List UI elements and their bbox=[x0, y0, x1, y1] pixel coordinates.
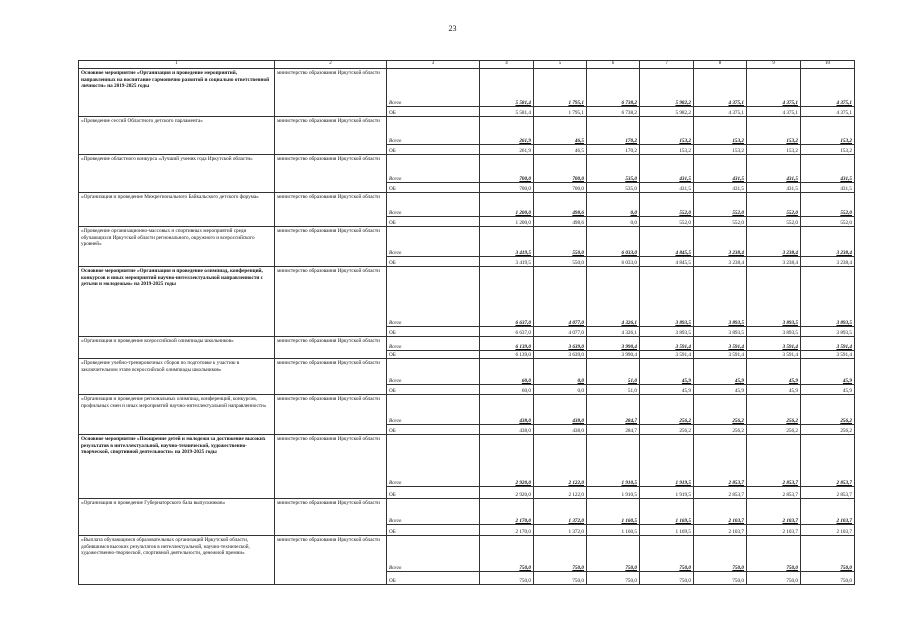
amount-cell: 3 639,0 bbox=[534, 337, 587, 351]
amount-cell: 256,2 bbox=[801, 395, 855, 425]
column-header-2: 2 bbox=[275, 61, 387, 69]
amount-cell: 552,0 bbox=[747, 217, 801, 227]
event-name: «Организация и проведение Губернаторского бала выпускников» bbox=[79, 499, 275, 536]
funding-source: Всего bbox=[387, 536, 480, 572]
funding-source: ОБ bbox=[387, 525, 480, 536]
amount-cell: 1 372,0 bbox=[534, 525, 587, 536]
amount-cell: 3 591,4 bbox=[640, 337, 694, 351]
amount-cell: 3 990,4 bbox=[587, 351, 640, 359]
amount-cell: 498,6 bbox=[534, 217, 587, 227]
amount-cell: 552,0 bbox=[640, 217, 694, 227]
funding-source: Всего bbox=[387, 395, 480, 425]
column-header-7: 7 bbox=[640, 61, 694, 69]
amount-cell: 2 853,7 bbox=[801, 487, 855, 499]
amount-cell: 1 160,5 bbox=[587, 525, 640, 536]
amount-cell: 3 419,5 bbox=[480, 227, 534, 257]
event-name: «Проведение сессий Областного детского парламента» bbox=[79, 117, 275, 155]
funding-source: Всего bbox=[387, 499, 480, 525]
amount-cell: 153,2 bbox=[694, 145, 747, 155]
amount-cell: 431,5 bbox=[640, 155, 694, 183]
amount-cell: 46,5 bbox=[534, 145, 587, 155]
funding-source: Всего bbox=[387, 227, 480, 257]
executor: министерство образования Иркутской области bbox=[275, 193, 387, 227]
funding-source: Всего bbox=[387, 155, 480, 183]
amount-cell: 284,7 bbox=[587, 395, 640, 425]
amount-cell: 700,0 bbox=[480, 183, 534, 193]
funding-source: Всего bbox=[387, 69, 480, 107]
amount-cell: 750,0 bbox=[801, 536, 855, 572]
funding-source: ОБ bbox=[387, 425, 480, 435]
amount-cell: 261,9 bbox=[480, 117, 534, 145]
amount-cell: 552,0 bbox=[747, 193, 801, 217]
amount-cell: 3 238,4 bbox=[747, 227, 801, 257]
amount-cell: 498,6 bbox=[534, 193, 587, 217]
funding-source: Всего bbox=[387, 337, 480, 351]
total-row bbox=[79, 359, 855, 385]
amount-cell: 60,0 bbox=[480, 359, 534, 385]
funding-source: Всего bbox=[387, 359, 480, 385]
amount-cell: 3 893,5 bbox=[747, 327, 801, 337]
amount-cell: 3 591,4 bbox=[694, 351, 747, 359]
funding-source: Всего bbox=[387, 435, 480, 487]
amount-cell: 45,9 bbox=[801, 359, 855, 385]
amount-cell: 256,2 bbox=[694, 395, 747, 425]
amount-cell: 3 238,4 bbox=[694, 257, 747, 267]
amount-cell: 1 910,5 bbox=[587, 487, 640, 499]
executor: министерство образования Иркутской области bbox=[275, 337, 387, 359]
amount-cell: 2 170,0 bbox=[480, 499, 534, 525]
amount-cell: 5 581,4 bbox=[480, 69, 534, 107]
amount-cell: 256,2 bbox=[640, 395, 694, 425]
amount-cell: 45,9 bbox=[747, 359, 801, 385]
amount-cell: 6 139,0 bbox=[480, 337, 534, 351]
executor: министерство образования Иркутской области bbox=[275, 267, 387, 337]
amount-cell: 0,0 bbox=[587, 193, 640, 217]
amount-cell: 2 103,7 bbox=[747, 499, 801, 525]
executor: министерство образования Иркутской области bbox=[275, 536, 387, 585]
executor: министерство образования Иркутской области bbox=[275, 227, 387, 267]
event-name: «Выплата обучающимся образовательных организаций Иркутской области, добившимся высоких результатов в интеллектуальной, научно-технической, художественно-творческой, спортивной деятельности, денежной премии» bbox=[79, 536, 275, 585]
amount-cell: 552,0 bbox=[801, 193, 855, 217]
amount-cell: 4 375,1 bbox=[801, 69, 855, 107]
amount-cell: 3 893,5 bbox=[801, 267, 855, 327]
amount-cell: 2 103,7 bbox=[747, 525, 801, 536]
amount-cell: 431,5 bbox=[747, 155, 801, 183]
amount-cell: 0,0 bbox=[534, 385, 587, 395]
budget-table bbox=[78, 60, 855, 585]
event-name: Основное мероприятие «Организация и проведение олимпиад, конференций, конкурсов и иных мероприятий научно-интеллектуальной направленности с детьми и молодежью» на 2019-2025 годы bbox=[79, 267, 275, 337]
amount-cell: 552,0 bbox=[801, 217, 855, 227]
funding-source: Всего bbox=[387, 267, 480, 327]
table-body bbox=[79, 61, 855, 585]
amount-cell: 1 919,5 bbox=[640, 487, 694, 499]
total-row bbox=[79, 117, 855, 145]
amount-cell: 170,2 bbox=[587, 145, 640, 155]
amount-cell: 750,0 bbox=[747, 572, 801, 585]
amount-cell: 2 103,7 bbox=[694, 499, 747, 525]
amount-cell: 153,2 bbox=[694, 117, 747, 145]
amount-cell: 552,0 bbox=[694, 217, 747, 227]
page-number: 23 bbox=[448, 24, 457, 33]
amount-cell: 1 910,5 bbox=[587, 435, 640, 487]
amount-cell: 438,0 bbox=[534, 395, 587, 425]
amount-cell: 3 893,5 bbox=[640, 267, 694, 327]
amount-cell: 1 160,5 bbox=[587, 499, 640, 525]
amount-cell: 750,0 bbox=[480, 536, 534, 572]
amount-cell: 261,9 bbox=[480, 145, 534, 155]
executor: министерство образования Иркутской области bbox=[275, 69, 387, 117]
amount-cell: 438,0 bbox=[534, 425, 587, 435]
amount-cell: 2 853,7 bbox=[694, 435, 747, 487]
amount-cell: 3 419,5 bbox=[480, 257, 534, 267]
amount-cell: 750,0 bbox=[694, 536, 747, 572]
amount-cell: 6 738,2 bbox=[587, 69, 640, 107]
amount-cell: 6 033,0 bbox=[587, 227, 640, 257]
total-row bbox=[79, 227, 855, 257]
amount-cell: 4 077,0 bbox=[534, 267, 587, 327]
amount-cell: 550,0 bbox=[534, 227, 587, 257]
amount-cell: 535,0 bbox=[587, 183, 640, 193]
amount-cell: 256,2 bbox=[747, 425, 801, 435]
amount-cell: 700,0 bbox=[534, 183, 587, 193]
amount-cell: 256,2 bbox=[747, 395, 801, 425]
amount-cell: 4 375,1 bbox=[694, 69, 747, 107]
amount-cell: 1 795,1 bbox=[534, 69, 587, 107]
amount-cell: 1 169,5 bbox=[640, 525, 694, 536]
amount-cell: 2 853,7 bbox=[747, 435, 801, 487]
amount-cell: 552,0 bbox=[694, 193, 747, 217]
amount-cell: 2 853,7 bbox=[747, 487, 801, 499]
amount-cell: 3 990,4 bbox=[587, 337, 640, 351]
amount-cell: 2 103,7 bbox=[694, 525, 747, 536]
column-header-10: 10 bbox=[801, 61, 855, 69]
amount-cell: 1 200,0 bbox=[480, 217, 534, 227]
amount-cell: 750,0 bbox=[801, 572, 855, 585]
amount-cell: 750,0 bbox=[694, 572, 747, 585]
amount-cell: 4 845,5 bbox=[640, 257, 694, 267]
column-header-1: 1 bbox=[79, 61, 275, 69]
amount-cell: 3 591,4 bbox=[747, 337, 801, 351]
amount-cell: 3 893,5 bbox=[694, 267, 747, 327]
amount-cell: 45,9 bbox=[694, 385, 747, 395]
amount-cell: 438,0 bbox=[480, 425, 534, 435]
amount-cell: 45,9 bbox=[801, 385, 855, 395]
funding-source: ОБ bbox=[387, 572, 480, 585]
amount-cell: 6 637,0 bbox=[480, 267, 534, 327]
amount-cell: 431,5 bbox=[801, 155, 855, 183]
amount-cell: 153,2 bbox=[801, 117, 855, 145]
amount-cell: 45,9 bbox=[694, 359, 747, 385]
amount-cell: 431,5 bbox=[747, 183, 801, 193]
funding-source: ОБ bbox=[387, 217, 480, 227]
amount-cell: 4 326,1 bbox=[587, 267, 640, 327]
event-name: «Проведение организационно-массовых и спортивных мероприятий среди обучающихся Иркутской области регионального, окружного и всероссийского уровней» bbox=[79, 227, 275, 267]
amount-cell: 5 982,2 bbox=[640, 69, 694, 107]
amount-cell: 431,5 bbox=[694, 155, 747, 183]
amount-cell: 4 077,0 bbox=[534, 327, 587, 337]
amount-cell: 750,0 bbox=[747, 536, 801, 572]
amount-cell: 431,5 bbox=[640, 183, 694, 193]
amount-cell: 535,0 bbox=[587, 155, 640, 183]
amount-cell: 1 372,0 bbox=[534, 499, 587, 525]
amount-cell: 3 238,4 bbox=[801, 227, 855, 257]
amount-cell: 750,0 bbox=[640, 536, 694, 572]
amount-cell: 45,9 bbox=[747, 385, 801, 395]
amount-cell: 750,0 bbox=[640, 572, 694, 585]
amount-cell: 3 893,5 bbox=[747, 267, 801, 327]
funding-source: ОБ bbox=[387, 487, 480, 499]
executor: министерство образования Иркутской области bbox=[275, 395, 387, 435]
funding-source: Всего bbox=[387, 117, 480, 145]
total-row bbox=[79, 337, 855, 351]
amount-cell: 4 375,1 bbox=[747, 69, 801, 107]
total-row bbox=[79, 499, 855, 525]
amount-cell: 5 982,2 bbox=[640, 107, 694, 117]
amount-cell: 3 591,4 bbox=[640, 351, 694, 359]
executor: министерство образования Иркутской области bbox=[275, 155, 387, 193]
amount-cell: 552,0 bbox=[640, 193, 694, 217]
amount-cell: 750,0 bbox=[534, 572, 587, 585]
funding-source: ОБ bbox=[387, 385, 480, 395]
event-name: Основное мероприятие «Поощрение детей и молодежи за достижение высоких результатов в интеллектуальной, научно-технической, художественно-творческой, спортивной деятельности» на 2019-2025 годы bbox=[79, 435, 275, 499]
amount-cell: 2 853,7 bbox=[694, 487, 747, 499]
event-name: «Организация и проведение региональных олимпиад, конференций, конкурсов, профильных смен и иных мероприятий научно-интеллектуальной направленности» bbox=[79, 395, 275, 435]
amount-cell: 256,2 bbox=[640, 425, 694, 435]
funding-source: ОБ bbox=[387, 107, 480, 117]
amount-cell: 6 033,0 bbox=[587, 257, 640, 267]
column-header-9: 9 bbox=[747, 61, 801, 69]
amount-cell: 4 845,5 bbox=[640, 227, 694, 257]
event-name: Основное мероприятие «Организация и проведение мероприятий, направленных на воспитание гармонично развитой и социально ответственной личности» на 2019-2025 годы bbox=[79, 69, 275, 117]
amount-cell: 153,2 bbox=[640, 145, 694, 155]
amount-cell: 284,7 bbox=[587, 425, 640, 435]
funding-source: ОБ bbox=[387, 257, 480, 267]
amount-cell: 2 103,7 bbox=[801, 525, 855, 536]
amount-cell: 438,0 bbox=[480, 395, 534, 425]
amount-cell: 45,9 bbox=[640, 359, 694, 385]
amount-cell: 4 375,1 bbox=[747, 107, 801, 117]
event-name: «Проведение областного конкурса «Лучший ученик года Иркутской области» bbox=[79, 155, 275, 193]
amount-cell: 700,0 bbox=[480, 155, 534, 183]
amount-cell: 3 591,4 bbox=[694, 337, 747, 351]
amount-cell: 2 853,7 bbox=[801, 435, 855, 487]
executor: министерство образования Иркутской области bbox=[275, 435, 387, 499]
amount-cell: 750,0 bbox=[480, 572, 534, 585]
amount-cell: 3 591,4 bbox=[747, 351, 801, 359]
amount-cell: 4 375,1 bbox=[801, 107, 855, 117]
executor: министерство образования Иркутской области bbox=[275, 499, 387, 536]
amount-cell: 750,0 bbox=[587, 536, 640, 572]
funding-source: ОБ bbox=[387, 351, 480, 359]
amount-cell: 153,2 bbox=[747, 145, 801, 155]
column-header-8: 8 bbox=[694, 61, 747, 69]
total-row bbox=[79, 69, 855, 107]
total-row bbox=[79, 435, 855, 487]
column-header-5: 5 bbox=[534, 61, 587, 69]
amount-cell: 431,5 bbox=[694, 183, 747, 193]
amount-cell: 3 238,4 bbox=[801, 257, 855, 267]
amount-cell: 3 893,5 bbox=[694, 327, 747, 337]
executor: министерство образования Иркутской области bbox=[275, 117, 387, 155]
amount-cell: 2 920,0 bbox=[480, 487, 534, 499]
amount-cell: 51,0 bbox=[587, 385, 640, 395]
funding-source: ОБ bbox=[387, 145, 480, 155]
total-row bbox=[79, 267, 855, 327]
amount-cell: 6 139,0 bbox=[480, 351, 534, 359]
amount-cell: 2 920,0 bbox=[480, 435, 534, 487]
total-row bbox=[79, 155, 855, 183]
amount-cell: 1 795,1 bbox=[534, 107, 587, 117]
funding-source: ОБ bbox=[387, 327, 480, 337]
amount-cell: 1 919,5 bbox=[640, 435, 694, 487]
amount-cell: 1 169,5 bbox=[640, 499, 694, 525]
amount-cell: 1 200,0 bbox=[480, 193, 534, 217]
amount-cell: 3 591,4 bbox=[801, 351, 855, 359]
amount-cell: 3 238,4 bbox=[747, 257, 801, 267]
amount-cell: 431,5 bbox=[801, 183, 855, 193]
amount-cell: 6 637,0 bbox=[480, 327, 534, 337]
amount-cell: 3 893,5 bbox=[640, 327, 694, 337]
event-name: «Проведение учебно-тренировочных сборов по подготовке к участию в заключительном этапе всероссийской олимпиады школьников» bbox=[79, 359, 275, 395]
header-row bbox=[79, 61, 855, 69]
amount-cell: 2 122,0 bbox=[534, 435, 587, 487]
amount-cell: 153,2 bbox=[747, 117, 801, 145]
amount-cell: 46,5 bbox=[534, 117, 587, 145]
amount-cell: 256,2 bbox=[801, 425, 855, 435]
column-header-6: 6 bbox=[587, 61, 640, 69]
total-row bbox=[79, 395, 855, 425]
funding-source: Всего bbox=[387, 193, 480, 217]
amount-cell: 750,0 bbox=[534, 536, 587, 572]
event-name: «Организация и проведение Межрегионального Байкальского детского форума» bbox=[79, 193, 275, 227]
amount-cell: 6 738,2 bbox=[587, 107, 640, 117]
amount-cell: 700,0 bbox=[534, 155, 587, 183]
amount-cell: 4 326,1 bbox=[587, 327, 640, 337]
amount-cell: 170,2 bbox=[587, 117, 640, 145]
funding-source: ОБ bbox=[387, 183, 480, 193]
amount-cell: 0,0 bbox=[587, 217, 640, 227]
total-row bbox=[79, 536, 855, 572]
amount-cell: 45,9 bbox=[640, 385, 694, 395]
amount-cell: 3 591,4 bbox=[801, 337, 855, 351]
amount-cell: 0,0 bbox=[534, 359, 587, 385]
amount-cell: 5 581,4 bbox=[480, 107, 534, 117]
column-header-3: 3 bbox=[387, 61, 480, 69]
amount-cell: 2 103,7 bbox=[801, 499, 855, 525]
amount-cell: 51,0 bbox=[587, 359, 640, 385]
amount-cell: 2 170,0 bbox=[480, 525, 534, 536]
amount-cell: 550,0 bbox=[534, 257, 587, 267]
executor: министерство образования Иркутской области bbox=[275, 359, 387, 395]
amount-cell: 750,0 bbox=[587, 572, 640, 585]
amount-cell: 3 893,5 bbox=[801, 327, 855, 337]
event-name: «Организация и проведение всероссийской олимпиады школьников» bbox=[79, 337, 275, 359]
total-row bbox=[79, 193, 855, 217]
amount-cell: 153,2 bbox=[801, 145, 855, 155]
amount-cell: 4 375,1 bbox=[694, 107, 747, 117]
amount-cell: 3 238,4 bbox=[694, 227, 747, 257]
amount-cell: 153,2 bbox=[640, 117, 694, 145]
amount-cell: 3 639,0 bbox=[534, 351, 587, 359]
amount-cell: 256,2 bbox=[694, 425, 747, 435]
amount-cell: 60,0 bbox=[480, 385, 534, 395]
amount-cell: 2 122,0 bbox=[534, 487, 587, 499]
column-header-4: 4 bbox=[480, 61, 534, 69]
